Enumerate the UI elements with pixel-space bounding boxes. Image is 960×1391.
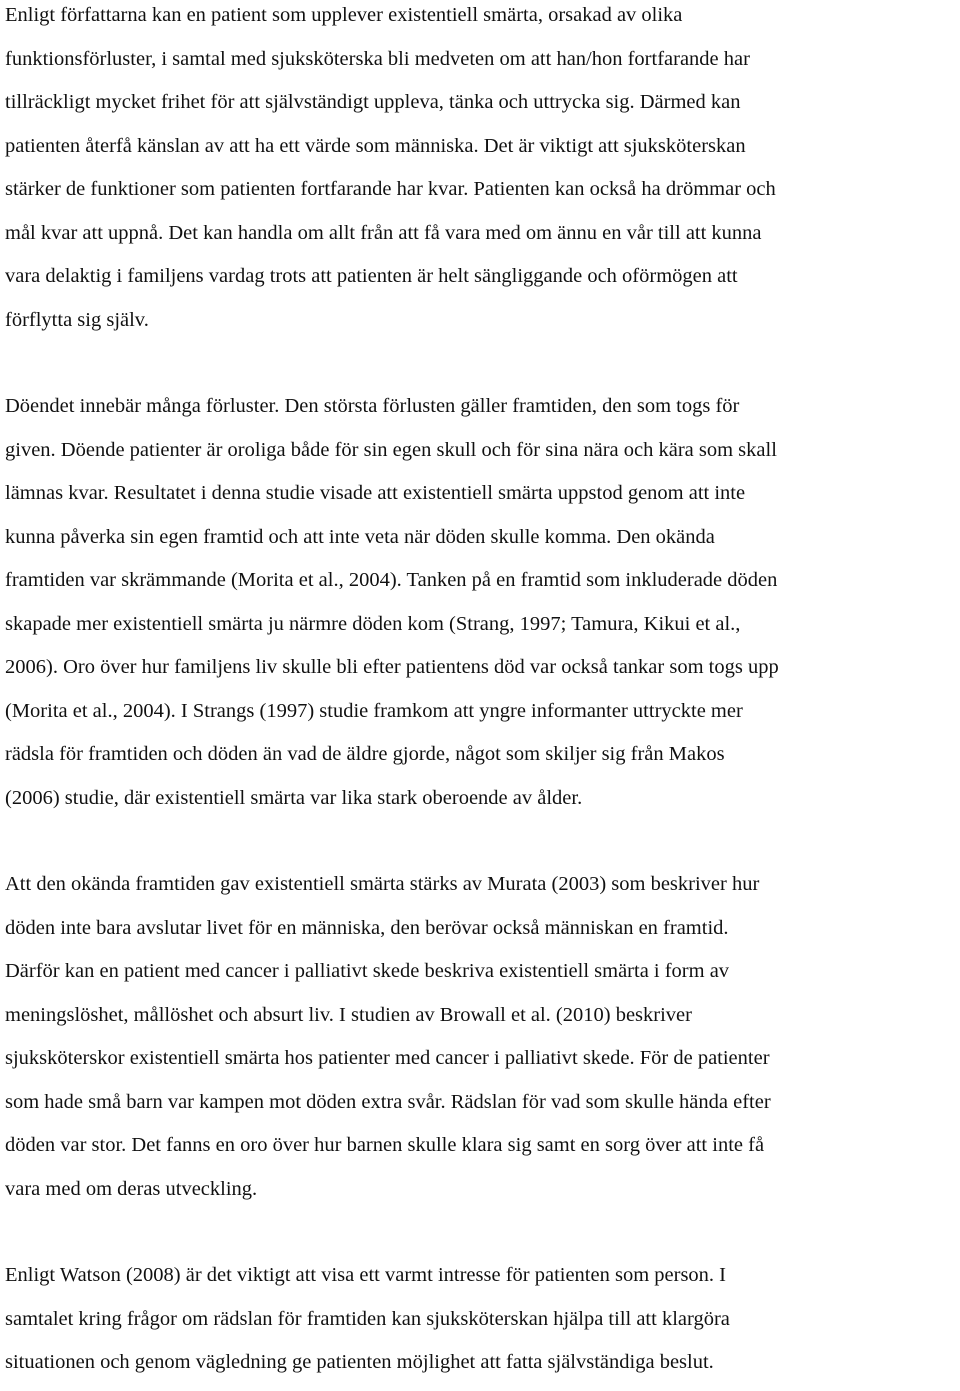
text-line: döden inte bara avslutar livet för en människa, den berövar också människan en framtid. [5,916,729,939]
text-line: vara med om deras utveckling. [5,1177,258,1200]
text-line: Döendet innebär många förluster. Den största förlusten gäller framtiden, den som togs för [5,395,740,417]
paragraph-3 [5,869,957,1217]
paragraph-2 [5,391,957,826]
text-line: som hade små barn var kampen mot döden extra svår. Rädslan för vad som skulle hända efter [5,1090,771,1113]
text-line: samtalet kring frågor om rädslan för framtiden kan sjuksköterskan hjälpa till att klargöra [5,1307,730,1330]
text-line: Att den okända framtiden gav existentiell smärta stärks av Murata (2003) som beskriver hur [5,873,760,895]
text-line: stärker de funktioner som patienten fortfarande har kvar. Patienten kan också ha drömmar och [5,178,776,200]
text-line: Enligt Watson (2008) är det viktigt att visa ett varmt intresse för patienten som person. I [5,1264,727,1286]
text-line: framtiden var skrämmande (Morita et al., 2004). Tanken på en framtid som inkluderade döden [5,569,778,591]
text-line: tillräckligt mycket frihet för att självständigt uppleva, tänka och uttrycka sig. Därmed kan [5,91,741,113]
text-line: mål kvar att uppnå. Det kan handla om allt från att få vara med om ännu en vår till att kunna [5,221,762,244]
text-line: kunna påverka sin egen framtid och att inte veta när döden skulle komma. Den okända [5,525,715,548]
text-line: (2006) studie, där existentiell smärta var lika stark oberoende av ålder. [5,786,583,809]
text-line: given. Döende patienter är oroliga både för sin egen skull och för sina nära och kära som skall [5,438,777,461]
text-line: meningslöshet, mållöshet och absurt liv. I studien av Browall et al. (2010) beskriver [5,1003,692,1026]
text-line: 2006). Oro över hur familjens liv skulle bli efter patientens död var också tankar som togs upp [5,656,779,678]
text-line: rädsla för framtiden och döden än vad de äldre gjorde, något som skiljer sig från Makos [5,743,725,765]
text-line: vara delaktig i familjens vardag trots att patienten är helt sängliggande och oförmögen att [5,265,738,287]
text-line: skapade mer existentiell smärta ju närmre döden kom (Strang, 1997; Tamura, Kikui et al., [5,612,741,635]
text-line: döden var stor. Det fanns en oro över hur barnen skulle klara sig samt en sorg över att inte få [5,1134,765,1156]
paragraph-1 [5,0,957,348]
text-line: lämnas kvar. Resultatet i denna studie visade att existentiell smärta uppstod genom att inte [5,482,746,504]
paragraph-4 [5,1260,957,1391]
document-page [5,0,957,1391]
text-line: situationen och genom vägledning ge patienten möjlighet att fatta självständiga beslut. [5,1351,714,1373]
text-line: förflytta sig själv. [5,308,149,331]
text-line: funktionsförluster, i samtal med sjuksköterska bli medveten om att han/hon fortfarande har [5,47,750,70]
text-line: Enligt författarna kan en patient som upplever existentiell smärta, orsakad av olika [5,4,683,26]
text-line: patienten återfå känslan av att ha ett värde som människa. Det är viktigt att sjuksköterskan [5,134,746,157]
text-line: Därför kan en patient med cancer i palliativt skede beskriva existentiell smärta i form av [5,960,730,982]
text-line: (Morita et al., 2004). I Strangs (1997) studie framkom att yngre informanter uttryckte mer [5,699,743,722]
text-line: sjuksköterskor existentiell smärta hos patienter med cancer i palliativt skede. För de patienter [5,1047,770,1069]
